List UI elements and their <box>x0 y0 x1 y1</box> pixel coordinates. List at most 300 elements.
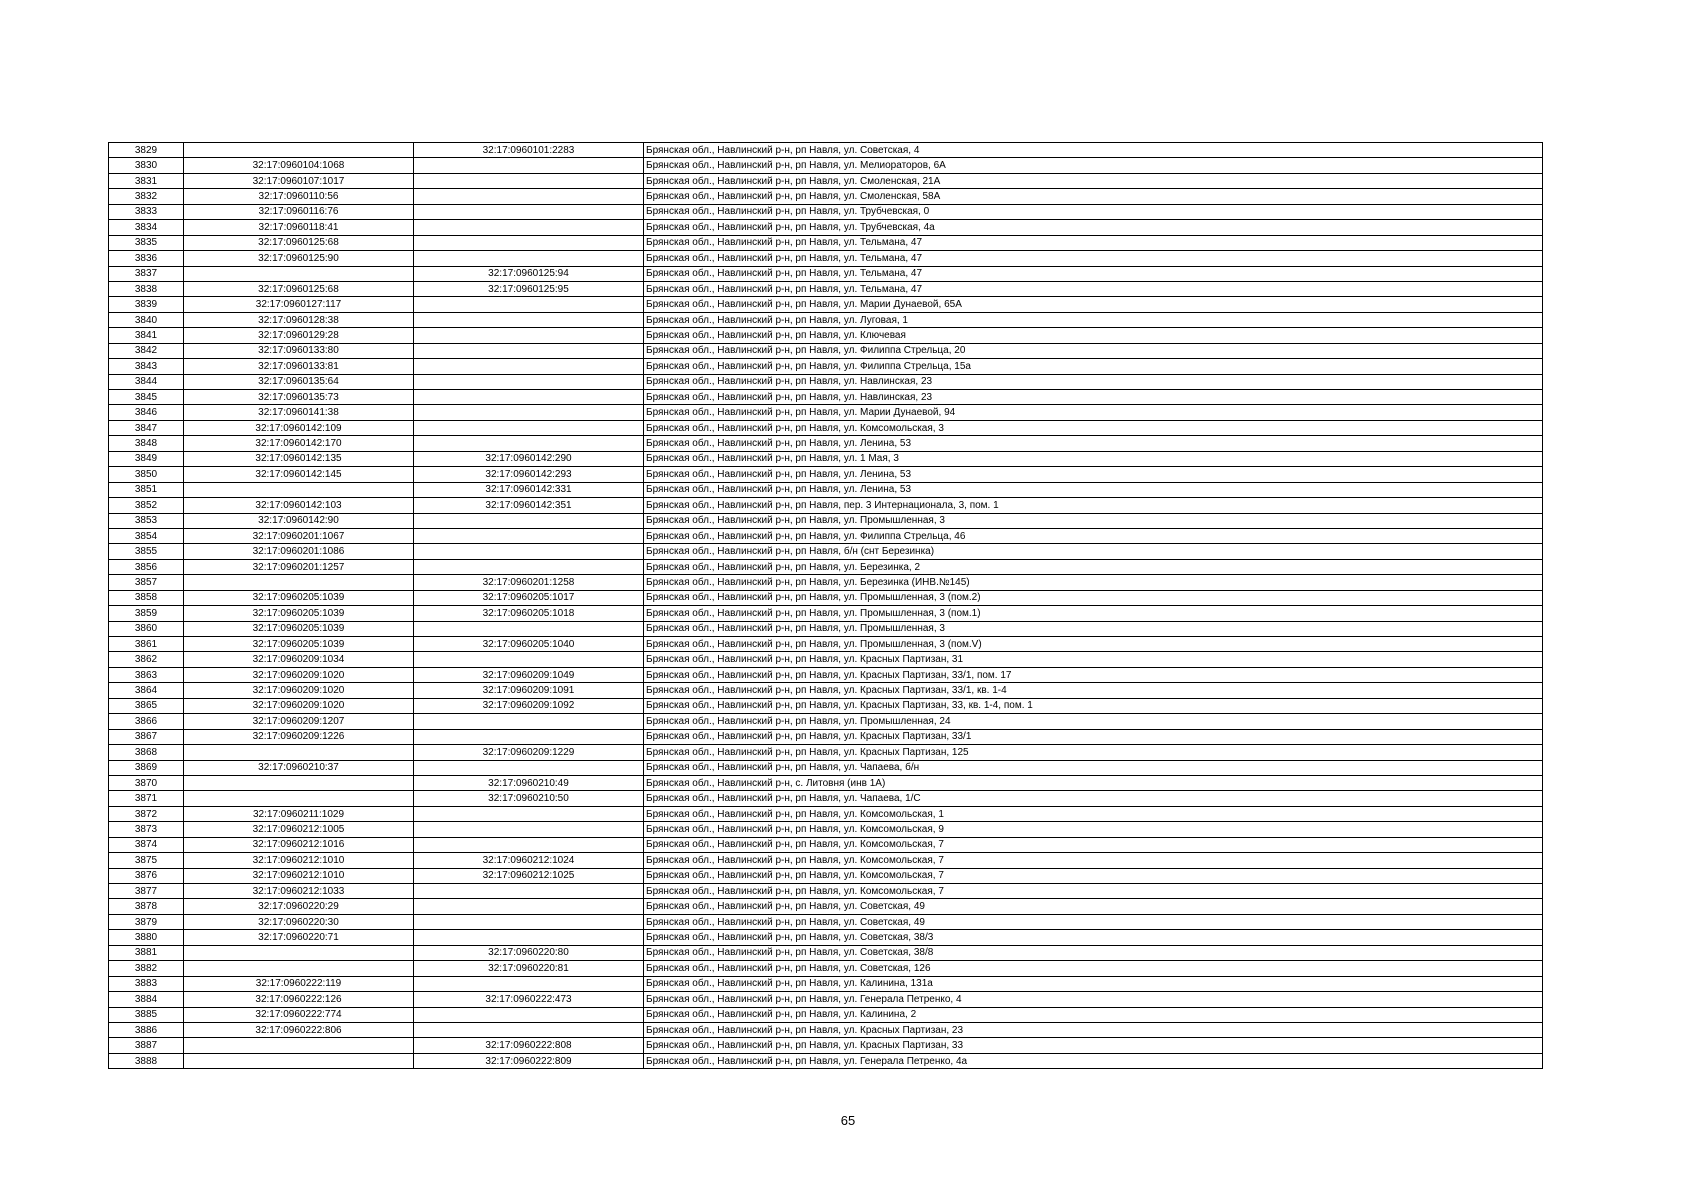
object-cadastral-number-cell <box>414 158 644 173</box>
address-cell: Брянская обл., Навлинский р-н, рп Навля, ул. Навлинская, 23 <box>644 374 1543 389</box>
row-number-cell: 3860 <box>109 621 184 636</box>
row-number-cell: 3867 <box>109 729 184 744</box>
object-cadastral-number-cell <box>414 822 644 837</box>
parcel-cadastral-number-cell: 32:17:0960118:41 <box>184 220 414 235</box>
row-number-cell: 3829 <box>109 143 184 158</box>
address-cell: Брянская обл., Навлинский р-н, рп Навля, ул. Березинка, 2 <box>644 559 1543 574</box>
row-number-cell: 3877 <box>109 884 184 899</box>
table-row <box>109 559 1543 574</box>
address-cell: Брянская обл., Навлинский р-н, рп Навля, ул. Советская, 38/3 <box>644 930 1543 945</box>
address-cell: Брянская обл., Навлинский р-н, рп Навля, ул. Трубчевская, 4а <box>644 220 1543 235</box>
parcel-cadastral-number-cell: 32:17:0960116:76 <box>184 204 414 219</box>
object-cadastral-number-cell <box>414 173 644 188</box>
table-row <box>109 714 1543 729</box>
object-cadastral-number-cell <box>414 559 644 574</box>
row-number-cell: 3873 <box>109 822 184 837</box>
object-cadastral-number-cell <box>414 544 644 559</box>
parcel-cadastral-number-cell: 32:17:0960205:1039 <box>184 621 414 636</box>
table-row <box>109 606 1543 621</box>
object-cadastral-number-cell <box>414 251 644 266</box>
address-cell: Брянская обл., Навлинский р-н, рп Навля, ул. Промышленная, 3 (пом.V) <box>644 637 1543 652</box>
address-cell: Брянская обл., Навлинский р-н, рп Навля, ул. Филиппа Стрельца, 46 <box>644 528 1543 543</box>
object-cadastral-number-cell: 32:17:0960210:50 <box>414 791 644 806</box>
row-number-cell: 3881 <box>109 945 184 960</box>
address-cell: Брянская обл., Навлинский р-н, рп Навля, ул. Советская, 38/8 <box>644 945 1543 960</box>
table-row <box>109 436 1543 451</box>
parcel-cadastral-number-cell: 32:17:0960135:73 <box>184 390 414 405</box>
object-cadastral-number-cell <box>414 760 644 775</box>
row-number-cell: 3837 <box>109 266 184 281</box>
address-cell: Брянская обл., Навлинский р-н, рп Навля, ул. Красных Партизан, 31 <box>644 652 1543 667</box>
object-cadastral-number-cell: 32:17:0960205:1017 <box>414 590 644 605</box>
object-cadastral-number-cell <box>414 714 644 729</box>
parcel-cadastral-number-cell: 32:17:0960209:1034 <box>184 652 414 667</box>
parcel-cadastral-number-cell <box>184 961 414 976</box>
table-row <box>109 637 1543 652</box>
row-number-cell: 3847 <box>109 420 184 435</box>
address-cell: Брянская обл., Навлинский р-н, с. Литовня (инв 1А) <box>644 775 1543 790</box>
address-cell: Брянская обл., Навлинский р-н, рп Навля, ул. Мелиораторов, 6А <box>644 158 1543 173</box>
address-cell: Брянская обл., Навлинский р-н, рп Навля, ул. Филиппа Стрельца, 15а <box>644 359 1543 374</box>
object-cadastral-number-cell: 32:17:0960220:80 <box>414 945 644 960</box>
parcel-cadastral-number-cell <box>184 775 414 790</box>
address-cell: Брянская обл., Навлинский р-н, рп Навля, ул. Генерала Петренко, 4 <box>644 992 1543 1007</box>
parcel-cadastral-number-cell: 32:17:0960212:1033 <box>184 884 414 899</box>
table-row <box>109 837 1543 852</box>
table-row <box>109 683 1543 698</box>
table-row <box>109 667 1543 682</box>
table-row <box>109 853 1543 868</box>
address-cell: Брянская обл., Навлинский р-н, рп Навля, ул. Комсомольская, 7 <box>644 868 1543 883</box>
object-cadastral-number-cell <box>414 328 644 343</box>
table-row <box>109 451 1543 466</box>
table-row <box>109 467 1543 482</box>
object-cadastral-number-cell <box>414 359 644 374</box>
object-cadastral-number-cell <box>414 930 644 945</box>
object-cadastral-number-cell <box>414 652 644 667</box>
page-number: 65 <box>840 1113 856 1128</box>
table-row <box>109 173 1543 188</box>
object-cadastral-number-cell <box>414 405 644 420</box>
row-number-cell: 3852 <box>109 498 184 513</box>
table-row <box>109 868 1543 883</box>
row-number-cell: 3863 <box>109 667 184 682</box>
row-number-cell: 3882 <box>109 961 184 976</box>
parcel-cadastral-number-cell <box>184 266 414 281</box>
table-row <box>109 745 1543 760</box>
object-cadastral-number-cell: 32:17:0960222:808 <box>414 1038 644 1053</box>
row-number-cell: 3854 <box>109 528 184 543</box>
address-cell: Брянская обл., Навлинский р-н, рп Навля, пер. 3 Интернационала, 3, пом. 1 <box>644 498 1543 513</box>
parcel-cadastral-number-cell <box>184 482 414 497</box>
parcel-cadastral-number-cell: 32:17:0960128:38 <box>184 312 414 327</box>
address-cell: Брянская обл., Навлинский р-н, рп Навля, ул. Промышленная, 3 (пом.2) <box>644 590 1543 605</box>
table-row <box>109 143 1543 158</box>
row-number-cell: 3845 <box>109 390 184 405</box>
table-row <box>109 359 1543 374</box>
object-cadastral-number-cell <box>414 528 644 543</box>
parcel-cadastral-number-cell <box>184 143 414 158</box>
parcel-cadastral-number-cell: 32:17:0960142:90 <box>184 513 414 528</box>
table-row <box>109 235 1543 250</box>
table-row <box>109 528 1543 543</box>
object-cadastral-number-cell: 32:17:0960209:1049 <box>414 667 644 682</box>
object-cadastral-number-cell <box>414 343 644 358</box>
object-cadastral-number-cell <box>414 899 644 914</box>
object-cadastral-number-cell <box>414 513 644 528</box>
address-cell: Брянская обл., Навлинский р-н, рп Навля, ул. Советская, 126 <box>644 961 1543 976</box>
row-number-cell: 3853 <box>109 513 184 528</box>
address-cell: Брянская обл., Навлинский р-н, рп Навля, ул. Красных Партизан, 125 <box>644 745 1543 760</box>
row-number-cell: 3883 <box>109 976 184 991</box>
table-row <box>109 281 1543 296</box>
table-row <box>109 1022 1543 1037</box>
parcel-cadastral-number-cell: 32:17:0960212:1010 <box>184 853 414 868</box>
object-cadastral-number-cell: 32:17:0960222:809 <box>414 1053 644 1068</box>
parcel-cadastral-number-cell: 32:17:0960210:37 <box>184 760 414 775</box>
row-number-cell: 3833 <box>109 204 184 219</box>
address-cell: Брянская обл., Навлинский р-н, рп Навля, ул. Комсомольская, 7 <box>644 837 1543 852</box>
table-row <box>109 498 1543 513</box>
object-cadastral-number-cell <box>414 312 644 327</box>
table-row <box>109 621 1543 636</box>
object-cadastral-number-cell: 32:17:0960209:1229 <box>414 745 644 760</box>
row-number-cell: 3887 <box>109 1038 184 1053</box>
parcel-cadastral-number-cell: 32:17:0960142:103 <box>184 498 414 513</box>
row-number-cell: 3835 <box>109 235 184 250</box>
table-row <box>109 482 1543 497</box>
object-cadastral-number-cell: 32:17:0960125:95 <box>414 281 644 296</box>
row-number-cell: 3849 <box>109 451 184 466</box>
row-number-cell: 3850 <box>109 467 184 482</box>
address-cell: Брянская обл., Навлинский р-н, рп Навля, ул. Марии Дунаевой, 65А <box>644 297 1543 312</box>
parcel-cadastral-number-cell <box>184 575 414 590</box>
table-row <box>109 405 1543 420</box>
table-row <box>109 652 1543 667</box>
address-cell: Брянская обл., Навлинский р-н, рп Навля, б/н (снт Березинка) <box>644 544 1543 559</box>
address-cell: Брянская обл., Навлинский р-н, рп Навля, ул. Калинина, 131а <box>644 976 1543 991</box>
row-number-cell: 3832 <box>109 189 184 204</box>
parcel-cadastral-number-cell: 32:17:0960211:1029 <box>184 806 414 821</box>
table-row <box>109 204 1543 219</box>
object-cadastral-number-cell: 32:17:0960142:293 <box>414 467 644 482</box>
table-row <box>109 312 1543 327</box>
parcel-cadastral-number-cell: 32:17:0960209:1020 <box>184 698 414 713</box>
parcel-cadastral-number-cell: 32:17:0960222:806 <box>184 1022 414 1037</box>
address-cell: Брянская обл., Навлинский р-н, рп Навля, ул. Марии Дунаевой, 94 <box>644 405 1543 420</box>
parcel-cadastral-number-cell <box>184 945 414 960</box>
parcel-cadastral-number-cell: 32:17:0960222:126 <box>184 992 414 1007</box>
address-cell: Брянская обл., Навлинский р-н, рп Навля, ул. Промышленная, 24 <box>644 714 1543 729</box>
row-number-cell: 3842 <box>109 343 184 358</box>
table-row <box>109 544 1543 559</box>
row-number-cell: 3839 <box>109 297 184 312</box>
parcel-cadastral-number-cell: 32:17:0960125:68 <box>184 235 414 250</box>
parcel-cadastral-number-cell: 32:17:0960220:71 <box>184 930 414 945</box>
address-cell: Брянская обл., Навлинский р-н, рп Навля, ул. Комсомольская, 9 <box>644 822 1543 837</box>
parcel-cadastral-number-cell: 32:17:0960110:56 <box>184 189 414 204</box>
table-row <box>109 760 1543 775</box>
object-cadastral-number-cell: 32:17:0960201:1258 <box>414 575 644 590</box>
object-cadastral-number-cell <box>414 235 644 250</box>
address-cell: Брянская обл., Навлинский р-н, рп Навля, ул. Смоленская, 58А <box>644 189 1543 204</box>
object-cadastral-number-cell <box>414 390 644 405</box>
address-cell: Брянская обл., Навлинский р-н, рп Навля, ул. Красных Партизан, 33/1, пом. 17 <box>644 667 1543 682</box>
address-cell: Брянская обл., Навлинский р-н, рп Навля, ул. Луговая, 1 <box>644 312 1543 327</box>
table-row <box>109 158 1543 173</box>
object-cadastral-number-cell <box>414 621 644 636</box>
row-number-cell: 3874 <box>109 837 184 852</box>
table-row <box>109 220 1543 235</box>
row-number-cell: 3831 <box>109 173 184 188</box>
parcel-cadastral-number-cell: 32:17:0960142:109 <box>184 420 414 435</box>
parcel-cadastral-number-cell <box>184 1038 414 1053</box>
row-number-cell: 3843 <box>109 359 184 374</box>
table-row <box>109 930 1543 945</box>
parcel-cadastral-number-cell: 32:17:0960205:1039 <box>184 637 414 652</box>
address-cell: Брянская обл., Навлинский р-н, рп Навля, ул. 1 Мая, 3 <box>644 451 1543 466</box>
address-cell: Брянская обл., Навлинский р-н, рп Навля, ул. Тельмана, 47 <box>644 235 1543 250</box>
parcel-cadastral-number-cell: 32:17:0960127:117 <box>184 297 414 312</box>
parcel-cadastral-number-cell: 32:17:0960209:1207 <box>184 714 414 729</box>
row-number-cell: 3888 <box>109 1053 184 1068</box>
row-number-cell: 3857 <box>109 575 184 590</box>
address-cell: Брянская обл., Навлинский р-н, рп Навля, ул. Тельмана, 47 <box>644 281 1543 296</box>
address-cell: Брянская обл., Навлинский р-н, рп Навля, ул. Комсомольская, 1 <box>644 806 1543 821</box>
address-cell: Брянская обл., Навлинский р-н, рп Навля, ул. Советская, 49 <box>644 914 1543 929</box>
table-row <box>109 1053 1543 1068</box>
table-row <box>109 1038 1543 1053</box>
parcel-cadastral-number-cell: 32:17:0960125:68 <box>184 281 414 296</box>
row-number-cell: 3869 <box>109 760 184 775</box>
table-row <box>109 575 1543 590</box>
parcel-cadastral-number-cell: 32:17:0960135:64 <box>184 374 414 389</box>
table-row <box>109 899 1543 914</box>
parcel-cadastral-number-cell <box>184 1053 414 1068</box>
parcel-cadastral-number-cell: 32:17:0960220:30 <box>184 914 414 929</box>
table-row <box>109 992 1543 1007</box>
address-cell: Брянская обл., Навлинский р-н, рп Навля, ул. Советская, 4 <box>644 143 1543 158</box>
object-cadastral-number-cell: 32:17:0960125:94 <box>414 266 644 281</box>
address-cell: Брянская обл., Навлинский р-н, рп Навля, ул. Комсомольская, 3 <box>644 420 1543 435</box>
table-row <box>109 791 1543 806</box>
table-row <box>109 328 1543 343</box>
address-cell: Брянская обл., Навлинский р-н, рп Навля, ул. Красных Партизан, 33, кв. 1-4, пом. 1 <box>644 698 1543 713</box>
parcel-cadastral-number-cell: 32:17:0960201:1067 <box>184 528 414 543</box>
parcel-cadastral-number-cell: 32:17:0960142:170 <box>184 436 414 451</box>
parcel-cadastral-number-cell: 32:17:0960220:29 <box>184 899 414 914</box>
object-cadastral-number-cell <box>414 976 644 991</box>
table-row <box>109 914 1543 929</box>
row-number-cell: 3866 <box>109 714 184 729</box>
row-number-cell: 3870 <box>109 775 184 790</box>
object-cadastral-number-cell: 32:17:0960209:1092 <box>414 698 644 713</box>
object-cadastral-number-cell <box>414 189 644 204</box>
object-cadastral-number-cell: 32:17:0960209:1091 <box>414 683 644 698</box>
object-cadastral-number-cell: 32:17:0960205:1018 <box>414 606 644 621</box>
object-cadastral-number-cell <box>414 220 644 235</box>
address-cell: Брянская обл., Навлинский р-н, рп Навля, ул. Красных Партизан, 33/1, кв. 1-4 <box>644 683 1543 698</box>
row-number-cell: 3880 <box>109 930 184 945</box>
row-number-cell: 3862 <box>109 652 184 667</box>
object-cadastral-number-cell <box>414 914 644 929</box>
row-number-cell: 3879 <box>109 914 184 929</box>
row-number-cell: 3844 <box>109 374 184 389</box>
object-cadastral-number-cell <box>414 1007 644 1022</box>
table-row <box>109 945 1543 960</box>
object-cadastral-number-cell: 32:17:0960210:49 <box>414 775 644 790</box>
parcel-cadastral-number-cell: 32:17:0960222:119 <box>184 976 414 991</box>
table-row <box>109 698 1543 713</box>
property-table-body <box>109 143 1543 1069</box>
table-row <box>109 961 1543 976</box>
address-cell: Брянская обл., Навлинский р-н, рп Навля, ул. Березинка (ИНВ.№145) <box>644 575 1543 590</box>
table-row <box>109 590 1543 605</box>
row-number-cell: 3855 <box>109 544 184 559</box>
row-number-cell: 3851 <box>109 482 184 497</box>
object-cadastral-number-cell: 32:17:0960142:331 <box>414 482 644 497</box>
parcel-cadastral-number-cell: 32:17:0960212:1005 <box>184 822 414 837</box>
row-number-cell: 3884 <box>109 992 184 1007</box>
object-cadastral-number-cell: 32:17:0960222:473 <box>414 992 644 1007</box>
row-number-cell: 3864 <box>109 683 184 698</box>
parcel-cadastral-number-cell: 32:17:0960205:1039 <box>184 590 414 605</box>
row-number-cell: 3872 <box>109 806 184 821</box>
row-number-cell: 3830 <box>109 158 184 173</box>
address-cell: Брянская обл., Навлинский р-н, рп Навля, ул. Ленина, 53 <box>644 467 1543 482</box>
address-cell: Брянская обл., Навлинский р-н, рп Навля, ул. Трубчевская, 0 <box>644 204 1543 219</box>
address-cell: Брянская обл., Навлинский р-н, рп Навля, ул. Калинина, 2 <box>644 1007 1543 1022</box>
parcel-cadastral-number-cell: 32:17:0960125:90 <box>184 251 414 266</box>
object-cadastral-number-cell: 32:17:0960212:1025 <box>414 868 644 883</box>
table-row <box>109 189 1543 204</box>
row-number-cell: 3876 <box>109 868 184 883</box>
parcel-cadastral-number-cell: 32:17:0960142:135 <box>184 451 414 466</box>
address-cell: Брянская обл., Навлинский р-н, рп Навля, ул. Комсомольская, 7 <box>644 853 1543 868</box>
address-cell: Брянская обл., Навлинский р-н, рп Навля, ул. Красных Партизан, 23 <box>644 1022 1543 1037</box>
table-row <box>109 297 1543 312</box>
object-cadastral-number-cell <box>414 420 644 435</box>
table-row <box>109 266 1543 281</box>
object-cadastral-number-cell <box>414 297 644 312</box>
parcel-cadastral-number-cell: 32:17:0960201:1257 <box>184 559 414 574</box>
address-cell: Брянская обл., Навлинский р-н, рп Навля, ул. Советская, 49 <box>644 899 1543 914</box>
object-cadastral-number-cell <box>414 436 644 451</box>
object-cadastral-number-cell: 32:17:0960142:351 <box>414 498 644 513</box>
parcel-cadastral-number-cell: 32:17:0960222:774 <box>184 1007 414 1022</box>
property-table <box>108 142 1543 1069</box>
row-number-cell: 3848 <box>109 436 184 451</box>
row-number-cell: 3836 <box>109 251 184 266</box>
address-cell: Брянская обл., Навлинский р-н, рп Навля, ул. Тельмана, 47 <box>644 251 1543 266</box>
object-cadastral-number-cell <box>414 837 644 852</box>
table-row <box>109 822 1543 837</box>
object-cadastral-number-cell: 32:17:0960212:1024 <box>414 853 644 868</box>
table-row <box>109 343 1543 358</box>
parcel-cadastral-number-cell: 32:17:0960141:38 <box>184 405 414 420</box>
object-cadastral-number-cell <box>414 729 644 744</box>
address-cell: Брянская обл., Навлинский р-н, рп Навля, ул. Генерала Петренко, 4а <box>644 1053 1543 1068</box>
address-cell: Брянская обл., Навлинский р-н, рп Навля, ул. Ленина, 53 <box>644 436 1543 451</box>
object-cadastral-number-cell <box>414 204 644 219</box>
table-row <box>109 884 1543 899</box>
address-cell: Брянская обл., Навлинский р-н, рп Навля, ул. Филиппа Стрельца, 20 <box>644 343 1543 358</box>
object-cadastral-number-cell <box>414 884 644 899</box>
parcel-cadastral-number-cell: 32:17:0960107:1017 <box>184 173 414 188</box>
parcel-cadastral-number-cell <box>184 791 414 806</box>
address-cell: Брянская обл., Навлинский р-н, рп Навля, ул. Чапаева, 1/С <box>644 791 1543 806</box>
row-number-cell: 3856 <box>109 559 184 574</box>
object-cadastral-number-cell <box>414 806 644 821</box>
parcel-cadastral-number-cell <box>184 745 414 760</box>
table-row <box>109 729 1543 744</box>
row-number-cell: 3838 <box>109 281 184 296</box>
parcel-cadastral-number-cell: 32:17:0960133:80 <box>184 343 414 358</box>
row-number-cell: 3865 <box>109 698 184 713</box>
object-cadastral-number-cell <box>414 1022 644 1037</box>
address-cell: Брянская обл., Навлинский р-н, рп Навля, ул. Промышленная, 3 (пом.1) <box>644 606 1543 621</box>
row-number-cell: 3878 <box>109 899 184 914</box>
object-cadastral-number-cell: 32:17:0960220:81 <box>414 961 644 976</box>
table-row <box>109 513 1543 528</box>
table-row <box>109 390 1543 405</box>
parcel-cadastral-number-cell: 32:17:0960129:28 <box>184 328 414 343</box>
address-cell: Брянская обл., Навлинский р-н, рп Навля, ул. Чапаева, б/н <box>644 760 1543 775</box>
object-cadastral-number-cell: 32:17:0960205:1040 <box>414 637 644 652</box>
table-row <box>109 374 1543 389</box>
table-row <box>109 806 1543 821</box>
parcel-cadastral-number-cell: 32:17:0960205:1039 <box>184 606 414 621</box>
parcel-cadastral-number-cell: 32:17:0960142:145 <box>184 467 414 482</box>
address-cell: Брянская обл., Навлинский р-н, рп Навля, ул. Ленина, 53 <box>644 482 1543 497</box>
address-cell: Брянская обл., Навлинский р-н, рп Навля, ул. Ключевая <box>644 328 1543 343</box>
parcel-cadastral-number-cell: 32:17:0960201:1086 <box>184 544 414 559</box>
address-cell: Брянская обл., Навлинский р-н, рп Навля, ул. Промышленная, 3 <box>644 621 1543 636</box>
table-row <box>109 775 1543 790</box>
address-cell: Брянская обл., Навлинский р-н, рп Навля, ул. Смоленская, 21А <box>644 173 1543 188</box>
row-number-cell: 3861 <box>109 637 184 652</box>
object-cadastral-number-cell: 32:17:0960142:290 <box>414 451 644 466</box>
address-cell: Брянская обл., Навлинский р-н, рп Навля, ул. Навлинская, 23 <box>644 390 1543 405</box>
parcel-cadastral-number-cell: 32:17:0960212:1016 <box>184 837 414 852</box>
row-number-cell: 3868 <box>109 745 184 760</box>
row-number-cell: 3859 <box>109 606 184 621</box>
parcel-cadastral-number-cell: 32:17:0960104:1068 <box>184 158 414 173</box>
table-row <box>109 1007 1543 1022</box>
address-cell: Брянская обл., Навлинский р-н, рп Навля, ул. Красных Партизан, 33/1 <box>644 729 1543 744</box>
row-number-cell: 3871 <box>109 791 184 806</box>
parcel-cadastral-number-cell: 32:17:0960133:81 <box>184 359 414 374</box>
row-number-cell: 3841 <box>109 328 184 343</box>
row-number-cell: 3840 <box>109 312 184 327</box>
row-number-cell: 3886 <box>109 1022 184 1037</box>
row-number-cell: 3846 <box>109 405 184 420</box>
address-cell: Брянская обл., Навлинский р-н, рп Навля, ул. Комсомольская, 7 <box>644 884 1543 899</box>
table-row <box>109 420 1543 435</box>
address-cell: Брянская обл., Навлинский р-н, рп Навля, ул. Тельмана, 47 <box>644 266 1543 281</box>
object-cadastral-number-cell: 32:17:0960101:2283 <box>414 143 644 158</box>
parcel-cadastral-number-cell: 32:17:0960212:1010 <box>184 868 414 883</box>
row-number-cell: 3885 <box>109 1007 184 1022</box>
address-cell: Брянская обл., Навлинский р-н, рп Навля, ул. Красных Партизан, 33 <box>644 1038 1543 1053</box>
parcel-cadastral-number-cell: 32:17:0960209:1020 <box>184 667 414 682</box>
address-cell: Брянская обл., Навлинский р-н, рп Навля, ул. Промышленная, 3 <box>644 513 1543 528</box>
row-number-cell: 3858 <box>109 590 184 605</box>
object-cadastral-number-cell <box>414 374 644 389</box>
parcel-cadastral-number-cell: 32:17:0960209:1020 <box>184 683 414 698</box>
table-row <box>109 251 1543 266</box>
row-number-cell: 3875 <box>109 853 184 868</box>
